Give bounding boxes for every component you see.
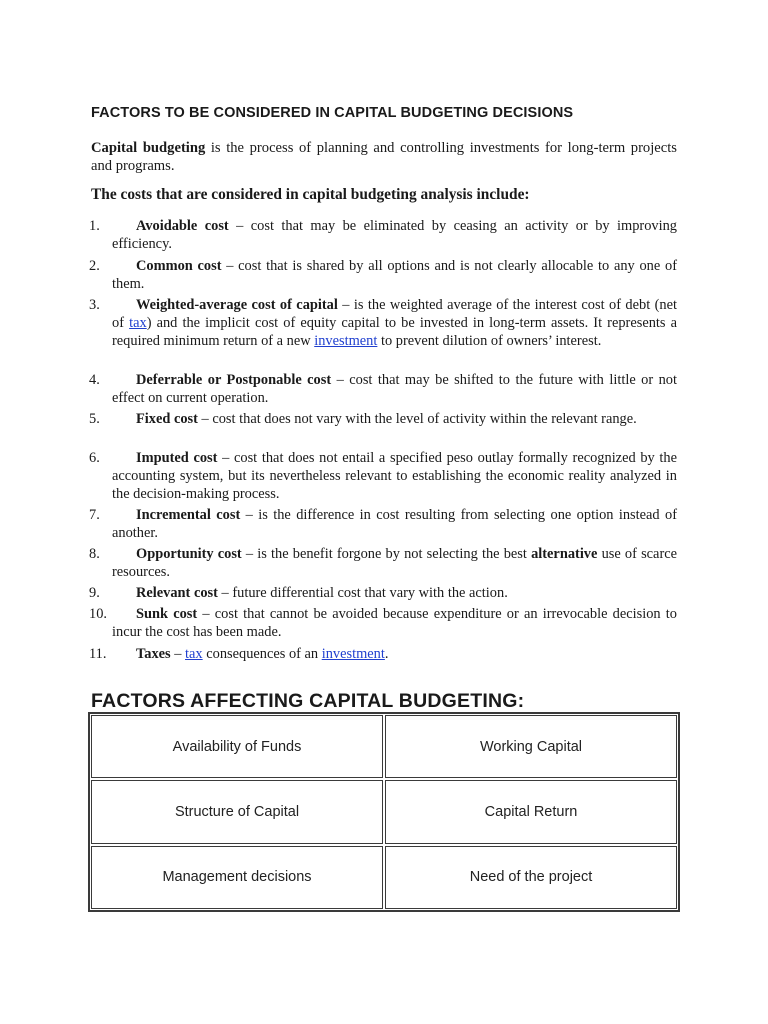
list-text: use of scarce resources. [112, 546, 678, 580]
list-item [91, 506, 677, 542]
list-term: Incremental cost [136, 507, 241, 523]
list-item [91, 217, 677, 253]
tax-link[interactable]: tax [129, 315, 147, 331]
list-text: – cost that may be shifted to the future with little or not effect on current operation. [112, 372, 677, 406]
investment-link[interactable]: investment [314, 333, 378, 349]
list-number: 7. [89, 507, 100, 523]
list-text: – cost that is shared by all options and is not clearly allocable to any one of them. [112, 258, 677, 292]
list-text: – future differential cost that vary with the action. [217, 585, 508, 601]
intro-text: is the process of planning and controlling investments for long-term projects and programs. [91, 140, 677, 174]
list-number: 8. [89, 546, 100, 562]
list-text: – is the weighted average of the interest cost of debt (net of [112, 297, 677, 331]
list-item [91, 410, 677, 428]
list-item [91, 605, 677, 641]
table-cell: Capital Return [385, 780, 677, 843]
list-text: – [170, 646, 186, 662]
table-cell: Structure of Capital [91, 780, 383, 843]
table-cell: Management decisions [91, 846, 383, 909]
list-term: Taxes [136, 646, 171, 662]
list-item [91, 584, 677, 602]
list-text: consequences of an [202, 646, 322, 662]
list-item [91, 257, 677, 293]
list-number: 9. [89, 585, 100, 601]
list-term: Weighted-average cost of capital [136, 297, 338, 313]
list-term: Fixed cost [136, 411, 198, 427]
factors-table [88, 712, 680, 912]
list-text: – is the difference in cost resulting from selecting one option instead of another. [112, 507, 677, 541]
list-number: 4. [89, 372, 100, 388]
list-text: – is the benefit forgone by not selecting the best [241, 546, 532, 562]
list-number: 5. [89, 411, 100, 427]
table-cell: Working Capital [385, 715, 677, 778]
list-number: 6. [89, 450, 100, 466]
list-term: Imputed cost [136, 450, 218, 466]
list-number: 11. [89, 646, 107, 662]
table-cell: Availability of Funds [91, 715, 383, 778]
list-item [91, 296, 677, 350]
list-number: 2. [89, 258, 100, 274]
costs-heading: The costs that are considered in capital budgeting analysis include: [91, 186, 530, 203]
list-term: Common cost [136, 258, 222, 274]
list-term: Avoidable cost [136, 218, 229, 234]
list-number: 10. [89, 606, 107, 622]
page-title: FACTORS TO BE CONSIDERED IN CAPITAL BUDGETING DECISIONS [91, 105, 574, 121]
list-text: – cost that may be eliminated by ceasing an activity or by improving efficiency. [112, 218, 677, 252]
list-number: 1. [89, 218, 100, 234]
list-term: Deferrable or Postponable cost [136, 372, 332, 388]
list-term: alternative [531, 546, 598, 562]
list-text: – cost that does not entail a specified peso outlay formally recognized by the accounting system, but its nevertheless relevant to establishing the economic reality analyzed in the decision-making process. [112, 450, 677, 502]
investment-link[interactable]: investment [321, 646, 385, 662]
list-text: ) and the implicit cost of equity capital to be invested in long-term assets. It represents a required minimum return of a new [112, 315, 677, 349]
intro-term: Capital budgeting [91, 140, 206, 156]
list-term: Sunk cost [136, 606, 198, 622]
list-term: Opportunity cost [136, 546, 242, 562]
list-text: – cost that cannot be avoided because expenditure or an irrevocable decision to incur the cost has been made. [112, 606, 678, 640]
list-item [91, 371, 677, 407]
list-number: 3. [89, 297, 100, 313]
list-item [91, 545, 677, 581]
list-text: to prevent dilution of owners’ interest. [377, 333, 602, 349]
factors-heading: FACTORS AFFECTING CAPITAL BUDGETING: [91, 690, 525, 712]
tax-link[interactable]: tax [185, 646, 203, 662]
list-item [91, 645, 677, 663]
list-item [91, 449, 677, 503]
intro-paragraph [91, 139, 677, 175]
list-term: Relevant cost [136, 585, 218, 601]
table-cell: Need of the project [385, 846, 677, 909]
list-text: – cost that does not vary with the level of activity within the relevant range. [197, 411, 637, 427]
list-text: . [384, 646, 389, 662]
